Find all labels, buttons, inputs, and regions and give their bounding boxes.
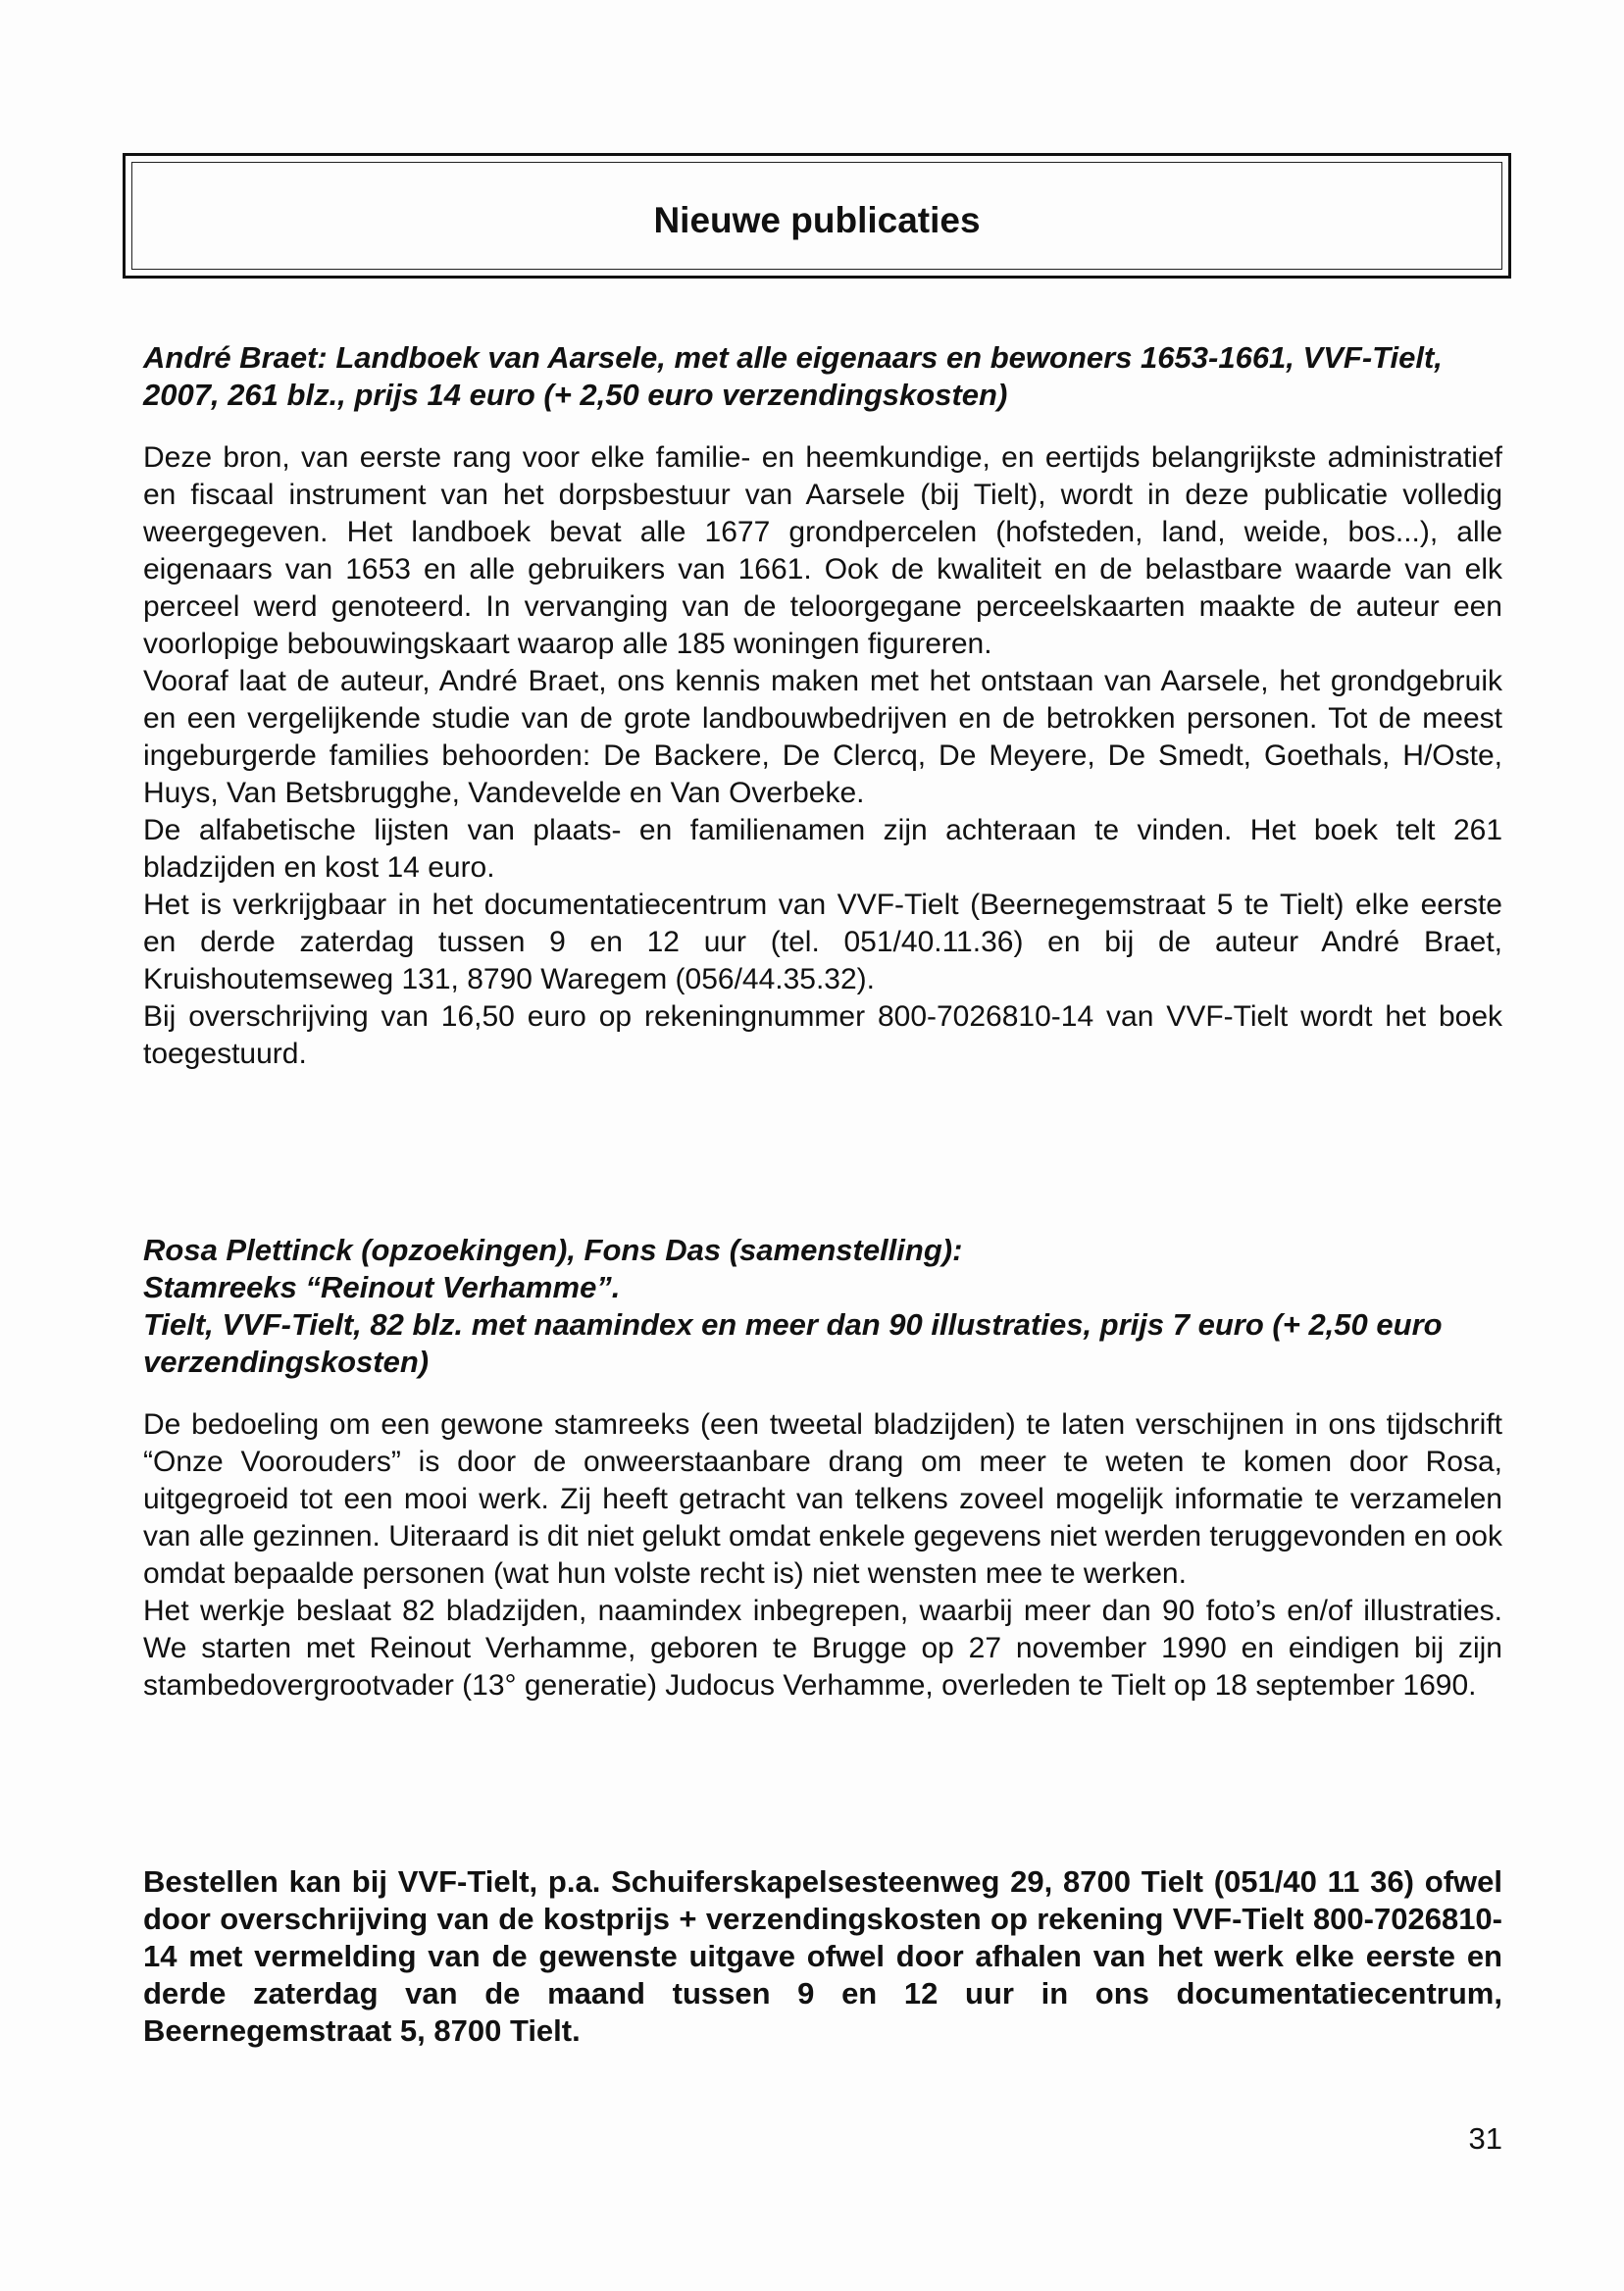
publication-2-heading-line-2: Stamreeks “Reinout Verhamme”. <box>143 1270 621 1304</box>
publication-2-heading-line-3: Tielt, VVF-Tielt, 82 blz. met naamindex en meer dan 90 illustraties, prijs 7 euro (+ 2,50 euro verzendingskosten) <box>143 1307 1443 1379</box>
publication-1-paragraph-5: Bij overschrijving van 16,50 euro op rekeningnummer 800-7026810-14 van VVF-Tielt wordt het boek toegestuurd. <box>143 1000 1502 1070</box>
publication-2-paragraph-2: Het werkje beslaat 82 bladzijden, naamindex inbegrepen, waarbij meer dan 90 foto’s en/of illustraties. We starten met Reinout Verhamme, geboren te Brugge op 27 november 1990 en eindigen bij zijn stambedovergrootvader (13° generatie) Judocus Verhamme, overleden te Tielt op 18 september 1690. <box>143 1595 1502 1702</box>
publication-2-paragraph-1: De bedoeling om een gewone stamreeks (een tweetal bladzijden) te laten verschijnen in ons tijdschrift “Onze Voorouders” is door de onweerstaanbare drang om meer te weten te komen door Rosa, uitgegroeid tot een mooi werk. Zij heeft getracht van telkens zoveel mogelijk informatie te verzamelen van alle gezinnen. Uiteraard is dit niet gelukt omdat enkele gegevens niet werden teruggevonden en ook omdat bepaalde personen (wat hun volste recht is) niet wensten mee te werken. <box>143 1408 1502 1590</box>
title-box <box>123 153 1511 279</box>
order-info-text: Bestellen kan bij VVF-Tielt, p.a. Schuiferskapelsesteenweg 29, 8700 Tielt (051/40 11 36) ofwel door overschrijving van de kostprijs + verzendingskosten op rekening VVF-Tielt 800-7026810-14 met vermelding van de gewenste uitgave ofwel door afhalen van het werk elke eerste en derde zaterdag van de maand tussen 9 en 12 uur in ons documentatiecentrum, Beernegemstraat 5, 8700 Tielt. <box>143 1864 1502 2048</box>
publication-2-heading-line-1: Rosa Plettinck (opzoekingen), Fons Das (samenstelling): <box>143 1233 963 1267</box>
publication-1-paragraph-2: Vooraf laat de auteur, André Braet, ons kennis maken met het ontstaan van Aarsele, het grondgebruik en een vergelijkende studie van de grote landbouwbedrijven en de betrokken personen. Tot de meest ingeburgerde families behoorden: De Backere, De Clercq, De Meyere, De Smedt, Goethals, H/Oste, Huys, Van Betsbrugghe, Vandevelde en Van Overbeke. <box>143 665 1502 809</box>
order-info <box>143 1863 1502 2050</box>
page-title: Nieuwe publicaties <box>653 200 981 240</box>
publication-1-paragraph-3: De alfabetische lijsten van plaats- en familienamen zijn achteraan te vinden. Het boek telt 261 bladzijden en kost 14 euro. <box>143 814 1502 884</box>
page-number: 31 <box>1468 2121 1502 2156</box>
publication-1 <box>143 339 1502 1073</box>
publication-1-paragraph-4: Het is verkrijgbaar in het documentatiecentrum van VVF-Tielt (Beernegemstraat 5 te Tielt) elke eerste en derde zaterdag tussen 9 en 12 uur (tel. 051/40.11.36) en bij de auteur André Braet, Kruishoutemseweg 131, 8790 Waregem (056/44.35.32). <box>143 889 1502 995</box>
publication-1-heading: André Braet: Landboek van Aarsele, met alle eigenaars en bewoners 1653-1661, VVF-Tielt, 2007, 261 blz., prijs 14 euro (+ 2,50 euro verzendingskosten) <box>143 340 1443 412</box>
publication-2 <box>143 1232 1502 1705</box>
publication-1-paragraph-1: Deze bron, van eerste rang voor elke familie- en heemkundige, en eertijds belangrijkste administratief en fiscaal instrument van het dorpsbestuur van Aarsele (bij Tielt), wordt in deze publicatie volledig weergegeven. Het landboek bevat alle 1677 grondpercelen (hofsteden, land, weide, bos...), alle eigenaars van 1653 en alle gebruikers van 1661. Ook de kwaliteit en de belastbare waarde van elk perceel werd genoteerd. In vervanging van de teloorgegane perceelskaarten maakte de auteur een voorlopige bebouwingskaart waarop alle 185 woningen figureren. <box>143 441 1502 660</box>
